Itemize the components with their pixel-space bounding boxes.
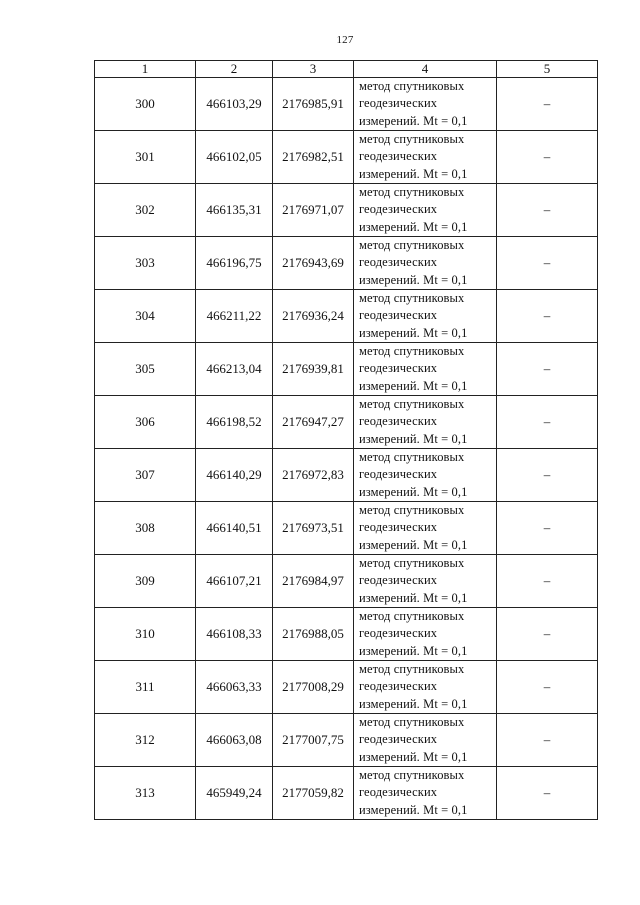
method-line-2: геодезических	[359, 573, 438, 588]
note-cell: –	[497, 343, 598, 396]
method-line-1: метод спутниковых	[359, 79, 465, 94]
method-line-3: измерений. Mt = 0,1	[359, 272, 468, 287]
table-row	[95, 131, 598, 184]
point-number-cell: 306	[95, 396, 196, 449]
method-line-2: геодезических	[359, 149, 438, 164]
x-coordinate-cell: 466063,08	[196, 714, 273, 767]
point-number-cell: 312	[95, 714, 196, 767]
method-line-1: метод спутниковых	[359, 291, 465, 306]
x-coordinate-cell: 466063,33	[196, 661, 273, 714]
y-coordinate-cell: 2177008,29	[273, 661, 354, 714]
method-line-2: геодезических	[359, 361, 438, 376]
method-cell	[354, 661, 497, 714]
method-cell	[354, 555, 497, 608]
table-row	[95, 449, 598, 502]
method-line-2: геодезических	[359, 96, 438, 111]
note-cell: –	[497, 131, 598, 184]
method-cell	[354, 131, 497, 184]
method-line-2: геодезических	[359, 202, 438, 217]
method-line-3: измерений. Mt = 0,1	[359, 325, 468, 340]
column-header-5: 5	[497, 61, 598, 78]
method-line-2: геодезических	[359, 255, 438, 270]
method-line-3: измерений. Mt = 0,1	[359, 537, 468, 552]
note-cell: –	[497, 714, 598, 767]
method-line-1: метод спутниковых	[359, 185, 465, 200]
x-coordinate-cell: 465949,24	[196, 767, 273, 820]
method-cell	[354, 714, 497, 767]
method-line-1: метод спутниковых	[359, 238, 465, 253]
method-line-3: измерений. Mt = 0,1	[359, 113, 468, 128]
method-line-3: измерений. Mt = 0,1	[359, 590, 468, 605]
method-line-1: метод спутниковых	[359, 662, 465, 677]
table-row	[95, 78, 598, 131]
method-line-1: метод спутниковых	[359, 132, 465, 147]
x-coordinate-cell: 466211,22	[196, 290, 273, 343]
method-line-2: геодезических	[359, 626, 438, 641]
method-cell	[354, 449, 497, 502]
table-row	[95, 767, 598, 820]
note-cell: –	[497, 78, 598, 131]
x-coordinate-cell: 466140,29	[196, 449, 273, 502]
method-cell	[354, 184, 497, 237]
table-row	[95, 184, 598, 237]
method-cell	[354, 78, 497, 131]
method-line-3: измерений. Mt = 0,1	[359, 431, 468, 446]
method-cell	[354, 502, 497, 555]
note-cell: –	[497, 396, 598, 449]
method-line-1: метод спутниковых	[359, 344, 465, 359]
table-body	[95, 78, 598, 820]
y-coordinate-cell: 2176971,07	[273, 184, 354, 237]
point-number-cell: 304	[95, 290, 196, 343]
method-line-2: геодезических	[359, 467, 438, 482]
point-number-cell: 310	[95, 608, 196, 661]
y-coordinate-cell: 2176973,51	[273, 502, 354, 555]
y-coordinate-cell: 2176943,69	[273, 237, 354, 290]
method-line-2: геодезических	[359, 308, 438, 323]
table-row	[95, 343, 598, 396]
x-coordinate-cell: 466140,51	[196, 502, 273, 555]
method-line-2: геодезических	[359, 679, 438, 694]
method-cell	[354, 343, 497, 396]
note-cell: –	[497, 502, 598, 555]
y-coordinate-cell: 2176988,05	[273, 608, 354, 661]
note-cell: –	[497, 661, 598, 714]
table-row	[95, 661, 598, 714]
column-header-1: 1	[95, 61, 196, 78]
method-line-2: геодезических	[359, 414, 438, 429]
column-header-2: 2	[196, 61, 273, 78]
column-header-3: 3	[273, 61, 354, 78]
table-row	[95, 608, 598, 661]
method-line-1: метод спутниковых	[359, 556, 465, 571]
note-cell: –	[497, 290, 598, 343]
method-line-1: метод спутниковых	[359, 715, 465, 730]
point-number-cell: 307	[95, 449, 196, 502]
method-line-2: геодезических	[359, 732, 438, 747]
method-cell	[354, 290, 497, 343]
method-line-1: метод спутниковых	[359, 503, 465, 518]
table-row	[95, 290, 598, 343]
y-coordinate-cell: 2176984,97	[273, 555, 354, 608]
method-line-1: метод спутниковых	[359, 768, 465, 783]
method-line-3: измерений. Mt = 0,1	[359, 484, 468, 499]
column-header-4: 4	[354, 61, 497, 78]
method-line-3: измерений. Mt = 0,1	[359, 378, 468, 393]
point-number-cell: 309	[95, 555, 196, 608]
table-row	[95, 555, 598, 608]
coordinates-table	[94, 60, 598, 820]
method-line-2: геодезических	[359, 785, 438, 800]
method-cell	[354, 608, 497, 661]
y-coordinate-cell: 2177007,75	[273, 714, 354, 767]
method-line-3: измерений. Mt = 0,1	[359, 696, 468, 711]
point-number-cell: 311	[95, 661, 196, 714]
table-row	[95, 502, 598, 555]
point-number-cell: 305	[95, 343, 196, 396]
table-row	[95, 396, 598, 449]
y-coordinate-cell: 2177059,82	[273, 767, 354, 820]
method-cell	[354, 396, 497, 449]
method-line-1: метод спутниковых	[359, 450, 465, 465]
point-number-cell: 313	[95, 767, 196, 820]
method-line-1: метод спутниковых	[359, 609, 465, 624]
x-coordinate-cell: 466103,29	[196, 78, 273, 131]
point-number-cell: 308	[95, 502, 196, 555]
y-coordinate-cell: 2176982,51	[273, 131, 354, 184]
method-line-3: измерений. Mt = 0,1	[359, 802, 468, 817]
table-row	[95, 237, 598, 290]
x-coordinate-cell: 466196,75	[196, 237, 273, 290]
point-number-cell: 301	[95, 131, 196, 184]
y-coordinate-cell: 2176947,27	[273, 396, 354, 449]
method-cell	[354, 767, 497, 820]
method-line-3: измерений. Mt = 0,1	[359, 219, 468, 234]
note-cell: –	[497, 237, 598, 290]
method-cell	[354, 237, 497, 290]
page-number: 127	[336, 34, 354, 46]
method-line-2: геодезических	[359, 520, 438, 535]
y-coordinate-cell: 2176985,91	[273, 78, 354, 131]
note-cell: –	[497, 184, 598, 237]
method-line-3: измерений. Mt = 0,1	[359, 643, 468, 658]
method-line-3: измерений. Mt = 0,1	[359, 749, 468, 764]
x-coordinate-cell: 466198,52	[196, 396, 273, 449]
header-row	[95, 61, 598, 78]
x-coordinate-cell: 466102,05	[196, 131, 273, 184]
method-line-1: метод спутниковых	[359, 397, 465, 412]
point-number-cell: 300	[95, 78, 196, 131]
note-cell: –	[497, 608, 598, 661]
x-coordinate-cell: 466213,04	[196, 343, 273, 396]
note-cell: –	[497, 449, 598, 502]
x-coordinate-cell: 466107,21	[196, 555, 273, 608]
y-coordinate-cell: 2176972,83	[273, 449, 354, 502]
table-header	[95, 61, 598, 78]
y-coordinate-cell: 2176936,24	[273, 290, 354, 343]
note-cell: –	[497, 555, 598, 608]
y-coordinate-cell: 2176939,81	[273, 343, 354, 396]
table-row	[95, 714, 598, 767]
note-cell: –	[497, 767, 598, 820]
point-number-cell: 302	[95, 184, 196, 237]
point-number-cell: 303	[95, 237, 196, 290]
x-coordinate-cell: 466108,33	[196, 608, 273, 661]
method-line-3: измерений. Mt = 0,1	[359, 166, 468, 181]
x-coordinate-cell: 466135,31	[196, 184, 273, 237]
